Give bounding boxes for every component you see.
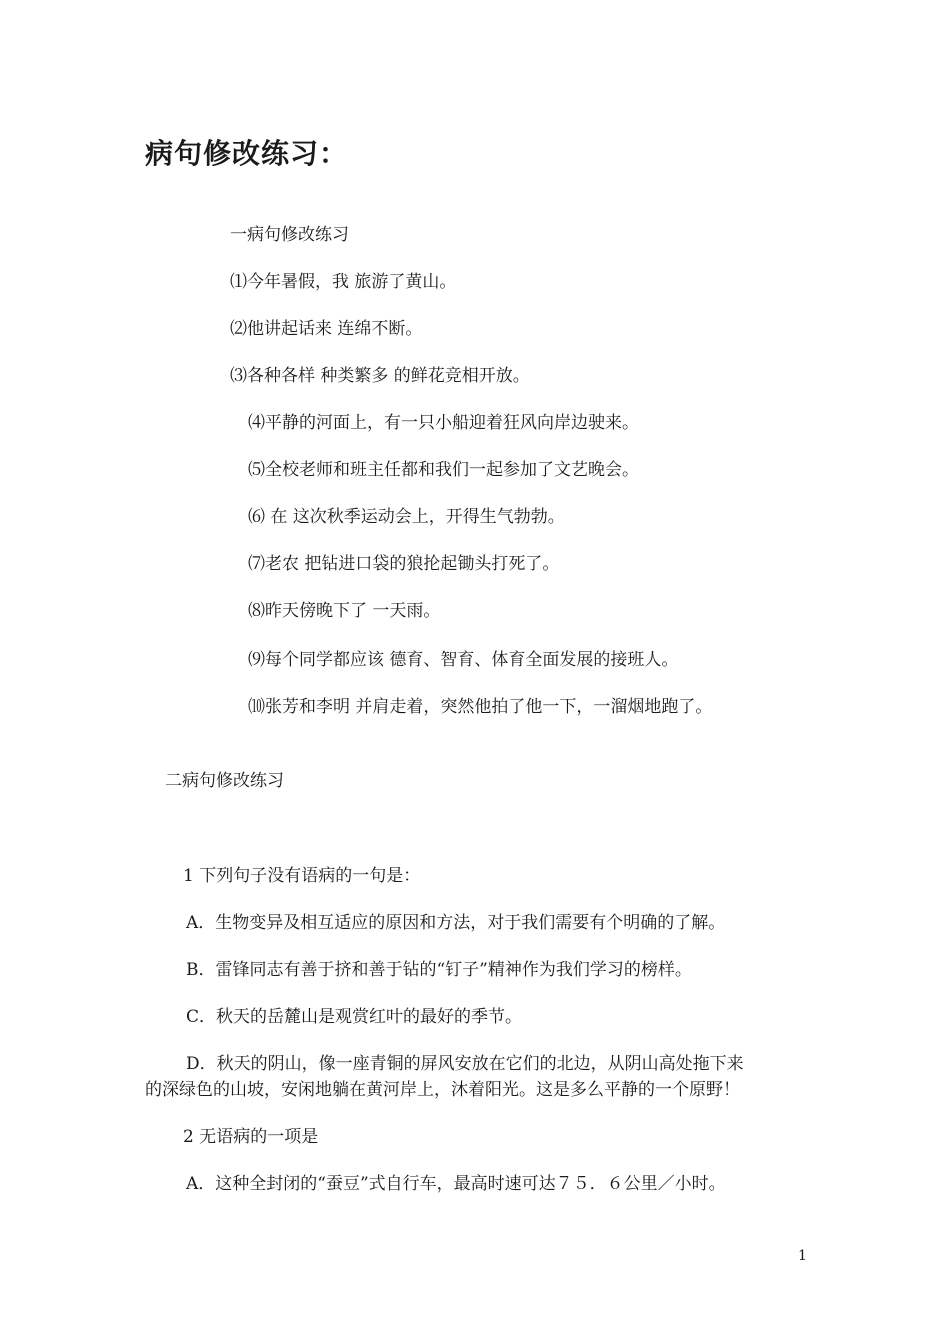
question-1-option-a: A．生物变异及相互适应的原因和方法，对于我们需要有个明确的了解。 bbox=[186, 913, 726, 933]
question-1-option-c: C．秋天的岳麓山是观赏红叶的最好的季节。 bbox=[186, 1007, 523, 1027]
page-number: 1 bbox=[798, 1248, 807, 1264]
question-2-stem: 2 无语病的一项是 bbox=[183, 1127, 319, 1147]
question-1-stem: 1 下列句子没有语病的一句是： bbox=[183, 866, 421, 886]
section1-item-6: ⑹ 在 这次秋季运动会上，开得生气勃勃。 bbox=[248, 507, 565, 527]
section1-item-1: ⑴今年暑假，我 旅游了黄山。 bbox=[230, 272, 457, 292]
section1-item-7: ⑺老农 把钻进口袋的狼抡起锄头打死了。 bbox=[248, 554, 560, 574]
question-1-option-d-line1: D．秋天的阴山，像一座青铜的屏风安放在它们的北边，从阴山高处拖下来 bbox=[186, 1054, 744, 1074]
section1-item-10: ⑽张芳和李明 并肩走着，突然他拍了他一下，一溜烟地跑了。 bbox=[248, 697, 713, 717]
section1-item-3: ⑶各种各样 种类繁多 的鲜花竞相开放。 bbox=[230, 366, 530, 386]
section1-item-8: ⑻昨天傍晚下了 一天雨。 bbox=[248, 601, 441, 621]
question-1-option-d-line2: 的深绿色的山坡，安闲地躺在黄河岸上，沐着阳光。这是多么平静的一个原野！ bbox=[145, 1080, 740, 1100]
section1-heading: 一病句修改练习 bbox=[230, 225, 349, 245]
question-2-option-a: A．这种全封闭的“蚕豆”式自行车，最高时速可达７５．６公里／小时。 bbox=[186, 1174, 726, 1194]
section1-item-5: ⑸全校老师和班主任都和我们一起参加了文艺晚会。 bbox=[248, 460, 639, 480]
section1-item-9: ⑼每个同学都应该 德育、智育、体育全面发展的接班人。 bbox=[248, 650, 679, 670]
question-1-option-b: B．雷锋同志有善于挤和善于钻的“钉子”精神作为我们学习的榜样。 bbox=[186, 960, 692, 980]
page-title: 病句修改练习： bbox=[145, 137, 349, 170]
section1-item-4: ⑷平静的河面上，有一只小船迎着狂风向岸边驶来。 bbox=[248, 413, 639, 433]
section2-heading: 二病句修改练习 bbox=[165, 771, 284, 791]
section1-item-2: ⑵他讲起话来 连绵不断。 bbox=[230, 319, 423, 339]
